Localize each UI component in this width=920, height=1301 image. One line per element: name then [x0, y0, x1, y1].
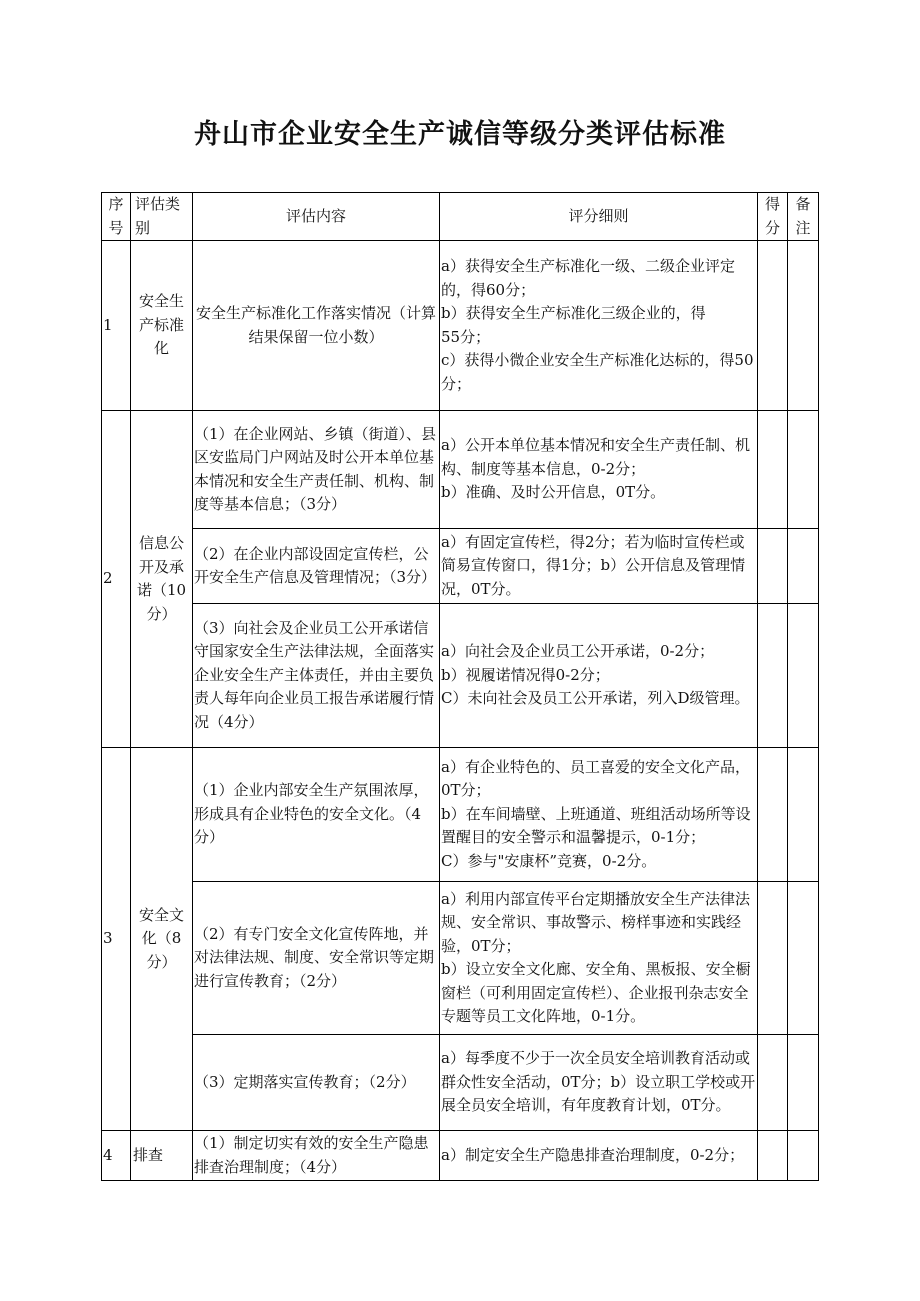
content-cell: （1）在企业网站、乡镇（街道）、县区安监局门户网站及时公开本单位基本情况和安全生产责任制、机构、制度等基本信息；（3分）	[193, 411, 440, 529]
remark-cell[interactable]	[788, 604, 819, 748]
table-row	[102, 529, 819, 604]
detail-line: b）设立安全文化廊、安全角、黑板报、安全橱窗栏（可利用固定宣传栏）、企业报刊杂志安全专题等员工文化阵地，0-1分。	[441, 960, 751, 1025]
detail-line: b）获得安全生产标准化三级企业的，得	[441, 304, 706, 322]
detail-cell	[440, 241, 758, 411]
score-cell[interactable]	[758, 748, 788, 882]
table-row	[102, 241, 819, 411]
remark-cell[interactable]	[788, 1131, 819, 1181]
detail-line: a）有固定宣传栏，得2分；若为临时宣传栏或简易宣传窗口，得1分；b）公开信息及管理情况，0T分。	[441, 532, 746, 598]
remark-cell[interactable]	[788, 748, 819, 882]
detail-line: C）参与"安康杯”竞赛，0-2分。	[441, 851, 657, 870]
content-cell: （1）制定切实有效的安全生产隐患排查治理制度；（4分）	[193, 1131, 440, 1181]
detail-cell	[440, 748, 758, 882]
remark-cell[interactable]	[788, 529, 819, 604]
header-no: 序号	[102, 193, 131, 241]
detail-cell	[440, 604, 758, 748]
score-cell[interactable]	[758, 529, 788, 604]
score-cell[interactable]	[758, 1131, 788, 1181]
content-cell: （2）有专门安全文化宣传阵地，并对法律法规、制度、安全常识等定期进行宣传教育；（2分）	[193, 882, 440, 1035]
detail-line: b）视履诺情况得0-2分；	[441, 665, 610, 684]
detail-line: a）获得安全生产标准化一级、二级企业评定的，得60分；	[441, 257, 735, 299]
detail-line: a）利用内部宣传平台定期播放安全生产法律法规、安全常识、事故警示、榜样事迹和实践经验，0T分；	[441, 889, 750, 955]
remark-cell[interactable]	[788, 411, 819, 529]
detail-line: a）制定安全生产隐患排查治理制度，0-2分；	[441, 1145, 745, 1164]
table-row	[102, 604, 819, 748]
detail-line: C）未向社会及员工公开承诺，列入D级管理。	[441, 689, 750, 708]
detail-cell	[440, 1035, 758, 1131]
detail-line: a）向社会及企业员工公开承诺，0-2分；	[441, 642, 715, 661]
category-cell: 信息公开及承诺（10分）	[131, 411, 193, 748]
detail-cell	[440, 1131, 758, 1181]
content-cell: （3）向社会及企业员工公开承诺信守国家安全生产法律法规，全面落实企业安全生产主体责任，并由主要负责人每年向企业员工报告承诺履行情况（4分）	[193, 604, 440, 748]
remark-cell[interactable]	[788, 241, 819, 411]
document-title: 舟山市企业安全生产诚信等级分类评估标准	[194, 119, 726, 150]
content-cell: （2）在企业内部设固定宣传栏，公开安全生产信息及管理情况；（3分）	[193, 529, 440, 604]
detail-cell	[440, 411, 758, 529]
remark-cell[interactable]	[788, 1035, 819, 1131]
header-content: 评估内容	[193, 193, 440, 241]
score-cell[interactable]	[758, 411, 788, 529]
score-cell[interactable]	[758, 241, 788, 411]
header-remark: 备注	[788, 193, 819, 241]
detail-line: 55分；	[441, 327, 491, 346]
score-cell[interactable]	[758, 1035, 788, 1131]
table-row	[102, 748, 819, 882]
detail-line: c）获得小微企业安全生产标准化达标的，得50分；	[441, 351, 754, 393]
table-row	[102, 1131, 819, 1181]
row-number: 2	[102, 411, 131, 748]
detail-line: b）准确、及时公开信息，0T分。	[441, 483, 666, 502]
detail-line: a）每季度不少于一次全员安全培训教育活动或群众性安全活动，0T分；b）设立职工学校或开展全员安全培训，有年度教育计划，0T分。	[441, 1049, 756, 1115]
category-cell: 排查	[131, 1131, 193, 1181]
detail-cell	[440, 882, 758, 1035]
row-number: 4	[102, 1131, 131, 1181]
detail-line: b）在车间墙壁、上班通道、班组活动场所等设置醒目的安全警示和温馨提示，0-1分；	[441, 804, 751, 847]
score-cell[interactable]	[758, 604, 788, 748]
header-category: 评估类别	[131, 193, 193, 241]
content-cell: （1）企业内部安全生产氛围浓厚，形成具有企业特色的安全文化。（4分）	[193, 748, 440, 882]
table-row	[102, 882, 819, 1035]
evaluation-table	[101, 192, 819, 1181]
detail-line: a）公开本单位基本情况和安全生产责任制、机构、制度等基本信息，0-2分；	[441, 436, 750, 478]
row-number: 3	[102, 748, 131, 1131]
category-cell: 安全生产标准化	[131, 241, 193, 411]
header-detail: 评分细则	[440, 193, 758, 241]
content-cell: 安全生产标准化工作落实情况（计算结果保留一位小数）	[193, 241, 440, 411]
detail-line: a）有企业特色的、员工喜爱的安全文化产品，0T分；	[441, 757, 750, 800]
content-cell: （3）定期落实宣传教育；（2分）	[193, 1035, 440, 1131]
detail-cell	[440, 529, 758, 604]
score-cell[interactable]	[758, 882, 788, 1035]
table-row	[102, 411, 819, 529]
category-cell: 安全文化（8分）	[131, 748, 193, 1131]
table-row	[102, 1035, 819, 1131]
row-number: 1	[102, 241, 131, 411]
header-score: 得分	[758, 193, 788, 241]
remark-cell[interactable]	[788, 882, 819, 1035]
table-header-row	[102, 193, 819, 241]
